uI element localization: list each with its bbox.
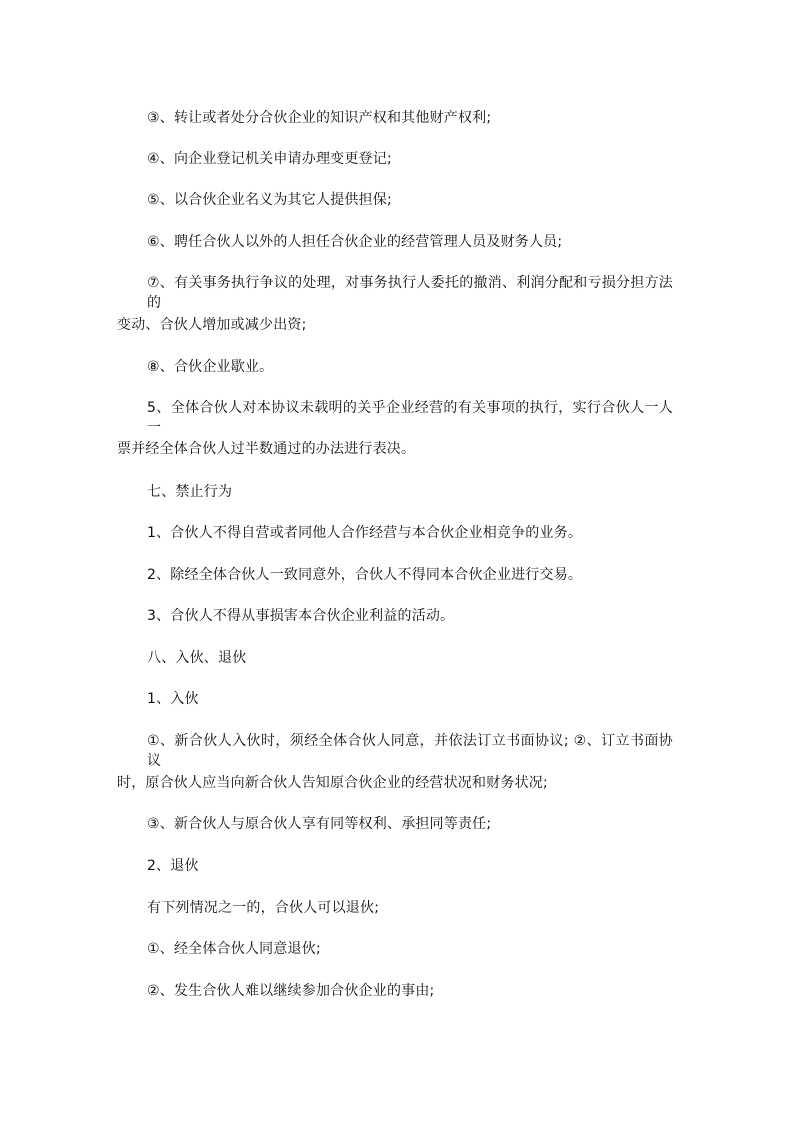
paragraph-line-2: ④、向企业登记机关申请办理变更登记; bbox=[147, 151, 392, 167]
subheading-admission: 1、入伙 bbox=[147, 691, 199, 707]
paragraph-line-6: 变动、合伙人增加或减少出资; bbox=[117, 317, 307, 333]
paragraph-line-20: 有下列情况之一的，合伙人可以退伙; bbox=[147, 900, 380, 916]
paragraph-line-7: ⑧、合伙企业歇业。 bbox=[147, 359, 274, 375]
subheading-withdrawal: 2、退伙 bbox=[147, 858, 199, 874]
paragraph-line-12: 2、除经全体合伙人一致同意外，合伙人不得同本合伙企业进行交易。 bbox=[147, 567, 583, 583]
paragraph-line-5: ⑦、有关事务执行争议的处理，对事务执行人委托的撤消、利润分配和亏损分担方法的 bbox=[147, 275, 673, 311]
paragraph-line-8: 5、全体合伙人对本协议未载明的关乎企业经营的有关事项的执行，实行合伙人一人一 bbox=[147, 400, 673, 436]
paragraph-line-22: ②、发生合伙人难以继续参加合伙企业的事由; bbox=[147, 983, 435, 999]
paragraph-line-21: ①、经全体合伙人同意退伙; bbox=[147, 941, 321, 957]
paragraph-line-9: 票并经全体合伙人过半数通过的办法进行表决。 bbox=[117, 441, 416, 457]
paragraph-line-4: ⑥、聘任合伙人以外的人担任合伙企业的经营管理人员及财务人员; bbox=[147, 234, 563, 250]
paragraph-line-1: ③、转让或者处分合伙企业的知识产权和其他财产权利; bbox=[147, 110, 492, 126]
paragraph-line-16: ①、新合伙人入伙时，须经全体合伙人同意，并依法订立书面协议; ②、订立书面协议 bbox=[147, 733, 673, 769]
paragraph-line-13: 3、合伙人不得从事损害本合伙企业利益的活动。 bbox=[147, 608, 455, 624]
paragraph-line-18: ③、新合伙人与原合伙人享有同等权利、承担同等责任; bbox=[147, 816, 492, 832]
section-heading-prohibited-acts: 七、禁止行为 bbox=[147, 484, 233, 500]
paragraph-line-17: 时，原合伙人应当向新合伙人告知原合伙企业的经营状况和财务状况; bbox=[117, 775, 548, 791]
section-heading-admission-withdrawal: 八、入伙、退伙 bbox=[147, 650, 247, 666]
paragraph-line-3: ⑤、以合伙企业名义为其它人提供担保; bbox=[147, 192, 392, 208]
paragraph-line-11: 1、合伙人不得自营或者同他人合作经营与本合伙企业相竞争的业务。 bbox=[147, 525, 583, 541]
